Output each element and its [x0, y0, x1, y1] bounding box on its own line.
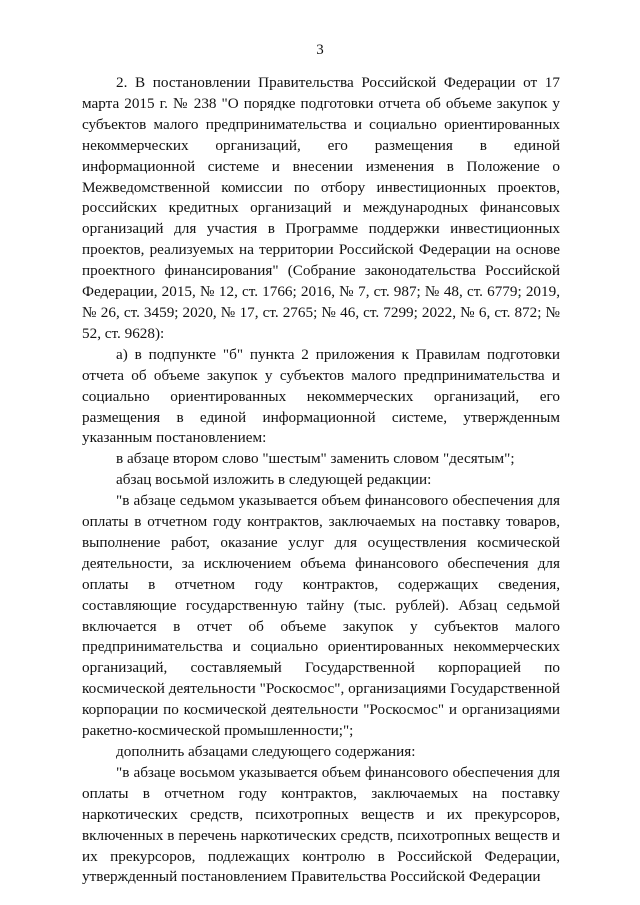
- paragraph-subitem-a: а) в подпункте "б" пункта 2 приложения к Правилам подготовки отчета об объеме закупок у субъектов малого предпринимательства и социально ориентированных некоммерческих организаций, его размещения в единой информационной системе, утвержденным указанным постановлением:: [82, 345, 560, 447]
- paragraph-item-2: 2. В постановлении Правительства Российской Федерации от 17 марта 2015 г. № 238 "О порядке подготовки отчета об объеме закупок у субъектов малого предпринимательства и социально ориентированных некоммерческих организаций, его размещения в единой информационной системе и внесении изменения в Положение о Межведомственной комиссии по отбору инвестиционных проектов, российских кредитных организаций и международных финансовых организаций для участия в Программе поддержки инвестиционных проектов, реализуемых на территории Российской Федерации на основе проектного финансирования" (Собрание законодательства Российской Федерации, 2015, № 12, ст. 1766; 2016, № 7, ст. 987; № 48, ст. 6779; 2019, № 26, ст. 3459; 2020, № 17, ст. 2765; № 46, ст. 7299; 2022, № 6, ст. 872; № 52, ст. 9628):: [82, 74, 560, 342]
- paragraph-amendment-1: в абзаце втором слово "шестым" заменить словом "десятым";: [116, 450, 515, 468]
- paragraph-amendment-3: дополнить абзацами следующего содержания:: [116, 743, 416, 760]
- paragraph-amendment-2: абзац восьмой изложить в следующей редакции:: [116, 471, 432, 489]
- paragraph-quote-2: "в абзаце восьмом указывается объем финансового обеспечения для оплаты в отчетном году контрактов, заключаемых на поставку наркотических средств, психотропных веществ и их прекурсоров, включенных в перечень наркотических средств, психотропных веществ и их прекурсоров, подлежащих контролю в Российской Федерации, утвержденный постановлением Правительства Российской Федерации: [82, 763, 560, 886]
- page-number: 3: [316, 42, 324, 58]
- paragraph-quote-1: "в абзаце седьмом указывается объем финансового обеспечения для оплаты в отчетном году контрактов, заключаемых на поставку товаров, выполнение работ, оказание услуг для осуществления космической деятельности, за исключением объема финансового обеспечения для оплаты в отчетном году контрактов, содержащих сведения, составляющие государственную тайну (тыс. рублей). Абзац седьмой включается в отчет об объеме закупок у субъектов малого предпринимательства и социально ориентированных некоммерческих организаций, составляемый Государственной корпорацией по космической деятельности "Роскосмос", организациями Государственной корпорации по космической деятельности "Роскосмос" и организациями ракетно-космической промышленности;";: [82, 492, 560, 740]
- document-body: [82, 73, 560, 888]
